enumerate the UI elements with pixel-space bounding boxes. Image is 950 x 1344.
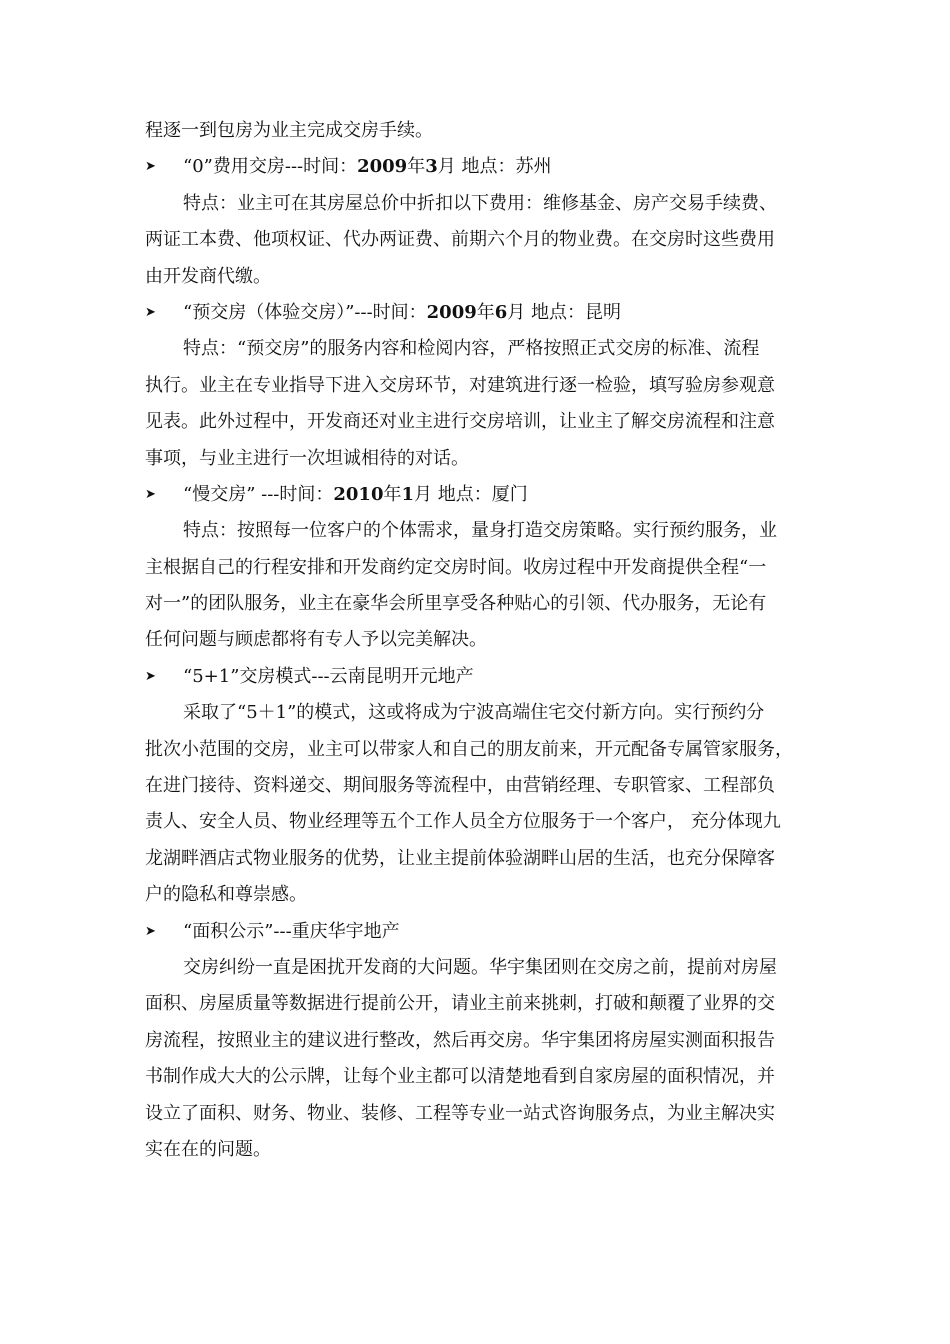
- arrow-bullet-icon: ➤: [145, 668, 156, 684]
- arrow-bullet-icon: ➤: [145, 923, 156, 939]
- paragraph-line: 特点：业主可在其房屋总价中折扣以下费用：维修基金、房产交易手续费、: [183, 192, 777, 214]
- section-heading: [145, 295, 810, 331]
- section-heading-text: “面积公示”---重庆华宇地产: [183, 920, 400, 942]
- paragraph-line: 实在在的问题。: [145, 1138, 271, 1160]
- arrow-bullet-icon: ➤: [145, 486, 156, 502]
- heading-year-unit: 年: [383, 483, 402, 505]
- heading-label: “慢交房” ---时间：: [183, 483, 334, 505]
- section-heading-text: [183, 477, 528, 513]
- arrow-bullet-icon: ➤: [145, 159, 156, 175]
- paragraph-line: 见表。此外过程中，开发商还对业主进行交房培训，让业主了解交房流程和注意: [145, 411, 775, 433]
- heading-year: 2009: [357, 156, 408, 178]
- paragraph-line: 在进门接待、资料递交、期间服务等流程中，由营销经理、专职管家、工程部负: [145, 775, 775, 797]
- section-heading: [145, 659, 810, 695]
- paragraph-line: 户的隐私和尊崇感。: [145, 884, 307, 906]
- paragraph-line: 由开发商代缴。: [145, 265, 271, 287]
- paragraph-line: 对一”的团队服务，业主在豪华会所里享受各种贴心的引领、代办服务，无论有: [145, 593, 767, 615]
- paragraph-line: 房流程，按照业主的建议进行整改，然后再交房。华宇集团将房屋实测面积报告: [145, 1029, 775, 1051]
- arrow-bullet-icon: ➤: [145, 304, 156, 320]
- heading-year: 2009: [426, 301, 477, 323]
- section-heading-text: “5+1”交房模式---云南昆明开元地产: [183, 665, 474, 687]
- paragraph-line: 执行。业主在专业指导下进入交房环节，对建筑进行逐一检验，填写验房参观意: [145, 374, 775, 396]
- heading-location: 月 地点：厦门: [414, 483, 528, 505]
- paragraph-line: 特点：按照每一位客户的个体需求，量身打造交房策略。实行预约服务，业: [183, 520, 777, 542]
- paragraph-line: 事项，与业主进行一次坦诚相待的对话。: [145, 447, 469, 469]
- paragraph-line: 程逐一到包房为业主完成交房手续。: [145, 120, 433, 141]
- heading-year: 2010: [333, 483, 384, 505]
- section-heading-text: [183, 295, 621, 331]
- document-body: [145, 113, 810, 1168]
- paragraph-line: 主根据自己的行程安排和开发商约定交房时间。收房过程中开发商提供全程“一: [145, 556, 767, 578]
- paragraph-line: 任何问题与顾虑都将有专人予以完美解决。: [145, 629, 487, 651]
- paragraph-line: 交房纠纷一直是困扰开发商的大问题。华宇集团则在交房之前，提前对房屋: [183, 956, 777, 978]
- section-heading: [145, 477, 810, 513]
- paragraph-line: 两证工本费、他项权证、代办两证费、前期六个月的物业费。在交房时这些费用: [145, 229, 775, 251]
- heading-label: “预交房（体验交房）”---时间：: [183, 301, 427, 323]
- paragraph-line: 采取了“5＋1”的模式，这或将成为宁波高端住宅交付新方向。实行预约分: [183, 702, 765, 724]
- paragraph-line: 设立了面积、财务、物业、装修、工程等专业一站式咨询服务点，为业主解决实: [145, 1102, 775, 1124]
- section-heading: [145, 914, 810, 950]
- section-heading: [145, 149, 810, 185]
- heading-label: “0”费用交房---时间：: [183, 156, 358, 178]
- heading-month: 6: [494, 301, 508, 323]
- paragraph-line: 龙湖畔酒店式物业服务的优势，让业主提前体验湖畔山居的生活，也充分保障客: [145, 847, 775, 869]
- heading-location: 月 地点：昆明: [507, 301, 622, 323]
- paragraph-line: 面积、房屋质量等数据进行提前公开，请业主前来挑刺，打破和颠覆了业界的交: [145, 993, 775, 1015]
- paragraph-line: 特点：“预交房”的服务内容和检阅内容，严格按照正式交房的标准、流程: [183, 338, 760, 360]
- paragraph-line: 批次小范围的交房，业主可以带家人和自己的朋友前来，开元配备专属管家服务，: [145, 738, 793, 760]
- heading-month: 1: [401, 483, 415, 505]
- heading-year-unit: 年: [476, 301, 495, 323]
- paragraph-line: 书制作成大大的公示牌，让每个业主都可以清楚地看到自家房屋的面积情况，并: [145, 1066, 775, 1088]
- heading-location: 月 地点：苏州: [437, 156, 552, 178]
- paragraph-line: 责人、安全人员、物业经理等五个工作人员全方位服务于一个客户， 充分体现九: [145, 811, 781, 833]
- section-heading-text: [183, 149, 551, 185]
- heading-year-unit: 年: [407, 156, 426, 178]
- heading-month: 3: [425, 156, 438, 178]
